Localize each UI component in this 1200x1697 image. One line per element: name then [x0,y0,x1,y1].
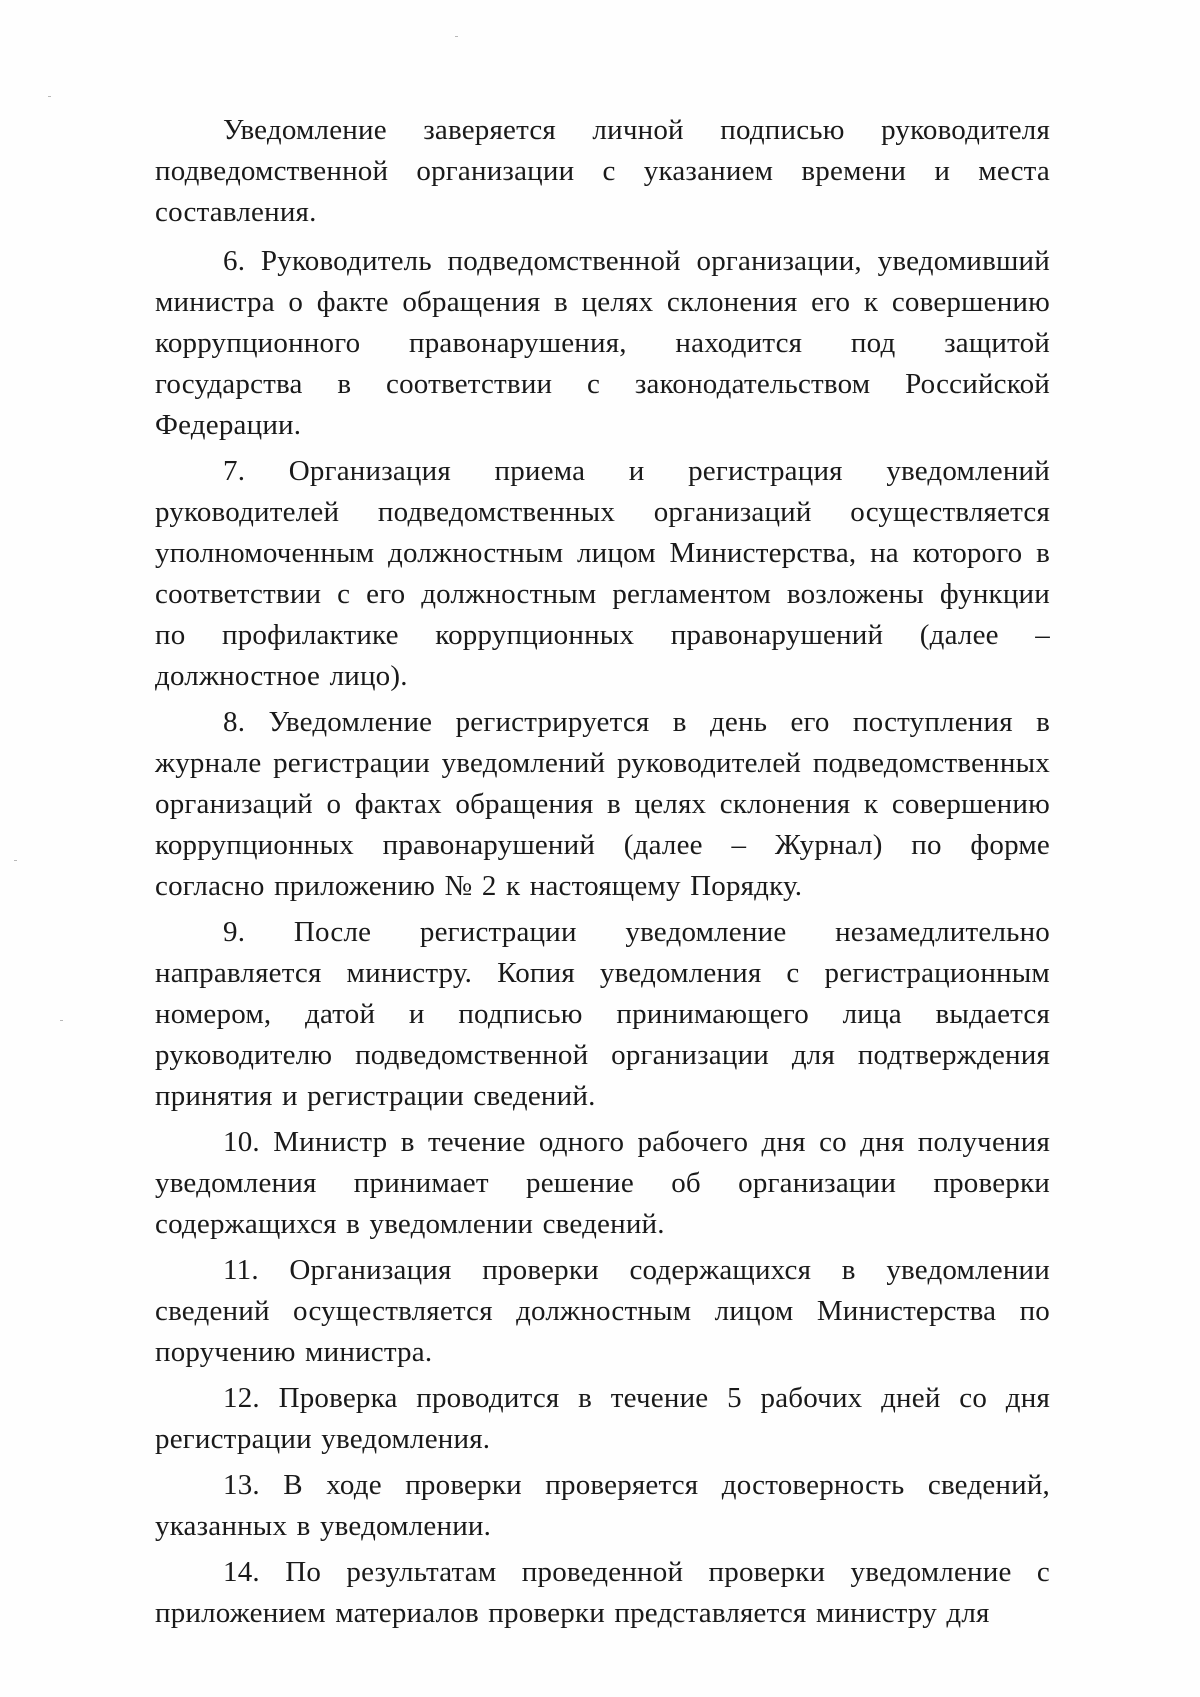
paragraph-8: 8. Уведомление регистрируется в день его поступления в журнале регистрации уведомлений руководителей подведомственных организаций о фактах обращения в целях склонения к совершению коррупционных правонарушений (далее – Журнал) по форме согласно приложению № 2 к настоящему Порядку. [155,706,1050,902]
paragraph-7: 7. Организация приема и регистрация уведомлений руководителей подведомственных организаций осуществляется уполномоченным должностным лицом Министерства, на которого в соответствии с его должностным регламентом возложены функции по профилактике коррупционных правонарушений (далее – должностное лицо). [155,455,1050,692]
paragraph-12: 12. Проверка проводится в течение 5 рабочих дней со дня регистрации уведомления. [155,1382,1050,1455]
scan-speck [455,36,458,37]
document-body [155,110,1050,1639]
paragraph-certification: Уведомление заверяется личной подписью руководителя подведомственной организации с указанием времени и места составления. [155,114,1050,228]
paragraph-9: 9. После регистрации уведомление незамедлительно направляется министру. Копия уведомления с регистрационным номером, датой и подписью принимающего лица выдается руководителю подведомственной организации для подтверждения принятия и регистрации сведений. [155,916,1050,1112]
paragraph-10: 10. Министр в течение одного рабочего дня со дня получения уведомления принимает решение об организации проверки содержащихся в уведомлении сведений. [155,1126,1050,1240]
paragraph-13: 13. В ходе проверки проверяется достоверность сведений, указанных в уведомлении. [155,1469,1050,1542]
paragraph-11: 11. Организация проверки содержащихся в уведомлении сведений осуществляется должностным лицом Министерства по поручению министра. [155,1254,1050,1368]
paragraph-6: 6. Руководитель подведомственной организации, уведомивший министра о факте обращения в целях склонения его к совершению коррупционного правонарушения, находится под защитой государства в соответствии с законодательством Российской Федерации. [155,245,1050,441]
paragraph-14: 14. По результатам проведенной проверки уведомление с приложением материалов проверки представляется министру для [155,1556,1050,1629]
scan-speck [14,860,17,861]
scan-speck [48,96,51,97]
scan-speck [60,1020,63,1021]
